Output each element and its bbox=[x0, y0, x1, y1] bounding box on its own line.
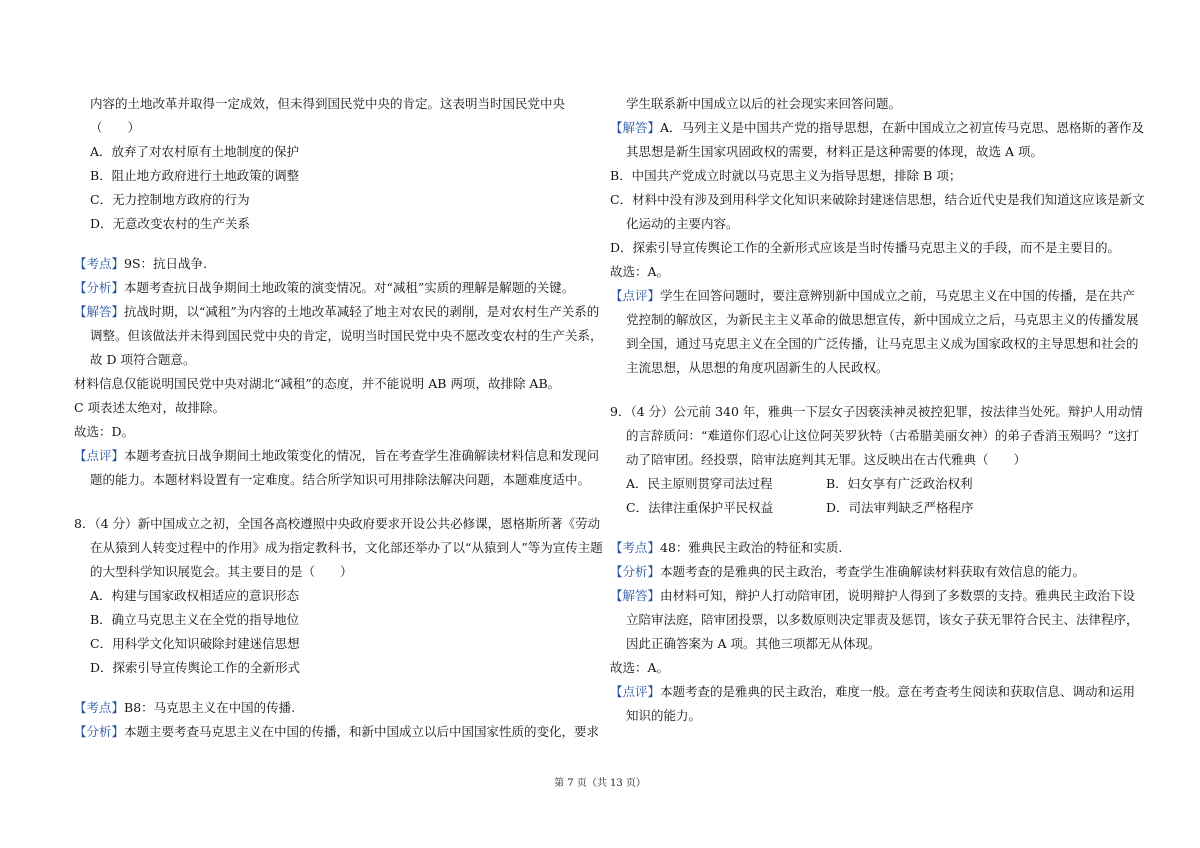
q8-stem-line: 8．（4 分）新中国成立之初，全国各高校遵照中央政府要求开设公共必修课，恩格斯所著《劳动 bbox=[74, 516, 601, 531]
q7-jieda-line: 调整。但该做法并未得到国民党中央的肯定，说明当时国民党中央不愿改变农村的生产关系， bbox=[90, 328, 603, 343]
q7-option-b: B．阻止地方政府进行土地政策的调整 bbox=[90, 168, 300, 183]
q7-stem-bracket: （ ） bbox=[90, 120, 141, 135]
q9-option-d: D．司法审判缺乏严格程序 bbox=[826, 500, 974, 515]
q8-analysis-d: D．探索引导宣传舆论工作的全新形式应该是当时传播马克思主义的手段，而不是主要目的。 bbox=[610, 240, 1121, 255]
q7-jieda: 【解答】抗战时期，以“减租”为内容的土地改革减轻了地主对农民的剥削，是对农村生产关系的 bbox=[74, 304, 600, 319]
q8-option-a: A．构建与国家政权相适应的意识形态 bbox=[90, 588, 300, 603]
q9-options-row bbox=[610, 472, 1130, 496]
jieda-tag: 【解答】 bbox=[610, 120, 661, 135]
q9-kaodian: 【考点】48：雅典民主政治的特征和实质. bbox=[610, 540, 843, 555]
kaodian-tag: 【考点】 bbox=[610, 540, 661, 555]
q7-stem-line: 内容的土地改革并取得一定成效，但未得到国民党中央的肯定。这表明当时国民党中央 bbox=[90, 96, 566, 111]
left-column bbox=[74, 92, 603, 744]
kaodian-tag: 【考点】 bbox=[74, 700, 125, 715]
q8-stem-line: 的大型科学知识展览会。其主要目的是（ ） bbox=[90, 564, 353, 579]
dianping-tag: 【点评】 bbox=[74, 448, 125, 463]
q9-dianping: 【点评】本题考查的是雅典的民主政治，难度一般。意在考查考生阅读和获取信息、调动和运用 bbox=[610, 684, 1136, 699]
q9-options-row bbox=[610, 496, 1130, 520]
q9-option-c: C．法律注重保护平民权益 bbox=[626, 500, 774, 515]
fenxi-tag: 【分析】 bbox=[74, 724, 125, 739]
q9-stem-line: 的言辞质问：“难道你们忍心让这位阿芙罗狄特（古希腊美丽女神）的弟子香消玉殒吗？”这打 bbox=[626, 428, 1139, 443]
q8-dianping-line: 主流思想，从思想的角度巩固新生的人民政权。 bbox=[626, 360, 889, 375]
q7-option-d: D．无意改变农村的生产关系 bbox=[90, 216, 251, 231]
q7-extra-line: C 项表述太绝对，故排除。 bbox=[74, 400, 226, 415]
q7-option-c: C．无力控制地方政府的行为 bbox=[90, 192, 250, 207]
q7-answer: 故选：D。 bbox=[74, 424, 135, 439]
q8-stem-line: 在从猿到人转变过程中的作用》成为指定教科书，文化部还举办了以“从猿到人”等为宣传主题 bbox=[90, 540, 603, 555]
q9-dianping-line: 知识的能力。 bbox=[626, 708, 702, 723]
q9-option-a: A．民主原则贯穿司法过程 bbox=[626, 476, 773, 491]
q9-jieda: 【解答】由材料可知，辩护人打动陪审团，说明辩护人得到了多数票的支持。雅典民主政治下设 bbox=[610, 588, 1136, 603]
q8-jieda-line: 其思想是新生国家巩固政权的需要，材料正是这种需要的体现，故选 A 项。 bbox=[626, 144, 1043, 159]
q9-stem-line: 9．（4 分）公元前 340 年，雅典一下层女子因亵渎神灵被控犯罪，按法律当处死。辩护人用动情 bbox=[610, 404, 1143, 419]
q7-dianping-line: 题的能力。本题材料设置有一定难度。结合所学知识可用排除法解决问题，本题难度适中。 bbox=[90, 472, 591, 487]
q8-jieda: 【解答】A．马列主义是中国共产党的指导思想，在新中国成立之初宣传马克思、恩格斯的著作及 bbox=[610, 120, 1145, 135]
fenxi-tag: 【分析】 bbox=[74, 280, 125, 295]
q8-dianping: 【点评】学生在回答问题时，要注意辨别新中国成立之前，马克思主义在中国的传播，是在共产 bbox=[610, 288, 1136, 303]
kaodian-tag: 【考点】 bbox=[74, 256, 125, 271]
q7-kaodian: 【考点】9S：抗日战争. bbox=[74, 256, 208, 271]
q8-dianping-line: 党控制的解放区，为新民主主义革命的做思想宣传，新中国成立之后，马克思主义的传播发展 bbox=[626, 312, 1139, 327]
q7-fenxi: 【分析】本题考查抗日战争期间土地政策的演变情况。对“减租”实质的理解是解题的关键。 bbox=[74, 280, 575, 295]
q8-analysis-b: B．中国共产党成立时就以马克思主义为指导思想，排除 B 项； bbox=[610, 168, 962, 183]
q9-jieda-line: 因此正确答案为 A 项。其他三项都无从体现。 bbox=[626, 636, 881, 651]
dianping-tag: 【点评】 bbox=[610, 684, 661, 699]
jieda-tag: 【解答】 bbox=[610, 588, 661, 603]
q8-analysis-c-cont: 化运动的主要内容。 bbox=[626, 216, 739, 231]
q8-answer: 故选：A。 bbox=[610, 264, 670, 279]
q9-jieda-line: 立陪审法庭，陪审团投票，以多数原则决定罪责及惩罚，该女子获无罪符合民主、法律程序， bbox=[626, 612, 1139, 627]
q8-dianping-line: 到全国，通过马克思主义在全国的广泛传播，让马克思主义成为国家政权的主导思想和社会的 bbox=[626, 336, 1139, 351]
dianping-tag: 【点评】 bbox=[610, 288, 661, 303]
q8-option-b: B．确立马克思主义在全党的指导地位 bbox=[90, 612, 300, 627]
q8-analysis-c: C．材料中没有涉及到用科学文化知识来破除封建迷信思想，结合近代史是我们知道这应该是新文 bbox=[610, 192, 1145, 207]
q8-option-d: D．探索引导宣传舆论工作的全新形式 bbox=[90, 660, 301, 675]
right-column bbox=[610, 92, 1145, 728]
q7-option-a: A．放弃了对农村原有土地制度的保护 bbox=[90, 144, 300, 159]
fenxi-tag: 【分析】 bbox=[610, 564, 661, 579]
q8-fenxi: 【分析】本题主要考查马克思主义在中国的传播，和新中国成立以后中国国家性质的变化，要求 bbox=[74, 724, 600, 739]
q7-extra-line: 材料信息仅能说明国民党中央对湖北“减租”的态度，并不能说明 AB 两项，故排除 AB。 bbox=[74, 376, 561, 391]
q9-fenxi: 【分析】本题考查的是雅典的民主政治，考查学生准确解读材料获取有效信息的能力。 bbox=[610, 564, 1086, 579]
q8-option-c: C．用科学文化知识破除封建迷信思想 bbox=[90, 636, 300, 651]
q9-stem-line: 动了陪审团。经投票，陪审法庭判其无罪。这反映出在古代雅典（ ） bbox=[626, 452, 1027, 467]
q9-answer: 故选：A。 bbox=[610, 660, 670, 675]
q8-kaodian: 【考点】B8：马克思主义在中国的传播. bbox=[74, 700, 296, 715]
q9-option-b: B．妇女享有广泛政治权利 bbox=[826, 476, 973, 491]
q7-dianping: 【点评】本题考查抗日战争期间土地政策变化的情况，旨在考查学生准确解读材料信息和发现问 bbox=[74, 448, 600, 463]
jieda-tag: 【解答】 bbox=[74, 304, 125, 319]
q8-fenxi-cont: 学生联系新中国成立以后的社会现实来回答问题。 bbox=[626, 96, 902, 111]
q7-jieda-line: 故 D 项符合题意。 bbox=[90, 352, 196, 367]
page-footer: 第 7 页（共 13 页） bbox=[554, 778, 646, 789]
